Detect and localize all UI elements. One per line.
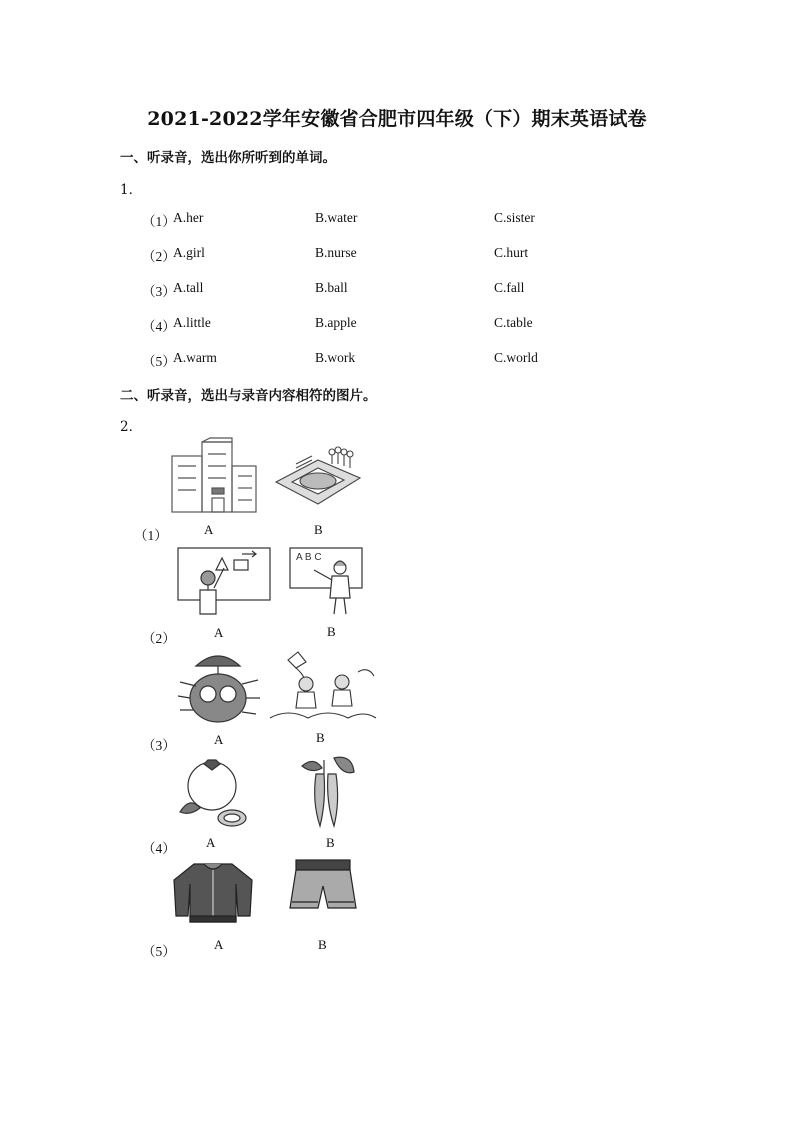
teacher-abc-board-icon [288, 546, 366, 618]
picture-label-b: B [327, 624, 336, 639]
option-c: C.world [494, 350, 538, 365]
row-number: （1） [142, 214, 176, 229]
section-2-heading: 二、听录音，选出与录音内容相符的图片。 [120, 388, 377, 404]
stadium-icon [272, 442, 364, 508]
library-building-icon [168, 436, 260, 516]
option-c: C.table [494, 315, 533, 330]
picture-label-b: B [316, 730, 325, 745]
row-number: （2） [142, 631, 176, 646]
option-a: A.little [173, 315, 211, 330]
row-number: （3） [142, 738, 176, 753]
option-b: B.water [315, 210, 358, 225]
section-1-heading: 一、听录音，选出你所听到的单词。 [120, 150, 336, 166]
picture-label-a: A [206, 835, 216, 850]
sweater-icon [172, 860, 254, 926]
option-a: A.tall [173, 280, 204, 295]
picture-label-b: B [326, 835, 335, 850]
option-a: A.warm [173, 350, 217, 365]
page-title: 2021-2022学年安徽省合肥市四年级（下）期末英语试卷 [147, 108, 647, 130]
teacher-shapes-board-icon [176, 546, 272, 618]
option-c: C.hurt [494, 245, 529, 260]
question-2-number: 2． [120, 419, 143, 435]
picture-label-a: A [214, 937, 224, 952]
picture-label-a: A [204, 522, 214, 537]
picture-label-b: B [318, 937, 327, 952]
option-b: B.nurse [315, 245, 357, 260]
row-number: （5） [142, 354, 176, 369]
green-beans-icon [294, 752, 358, 830]
picture-label-a: A [214, 732, 224, 747]
shorts-icon [288, 858, 358, 914]
option-a: A.her [173, 210, 204, 225]
row-number: （2） [142, 249, 176, 264]
picture-label-a: A [214, 625, 224, 640]
row-number: （3） [142, 284, 176, 299]
option-c: C.sister [494, 210, 535, 225]
row-number: （5） [142, 944, 176, 959]
row-number: （1） [134, 528, 168, 543]
svg-text:A B C: A B C [296, 552, 322, 563]
option-b: B.apple [315, 315, 357, 330]
kids-kite-icon [268, 648, 378, 722]
row-number: （4） [142, 841, 176, 856]
tomato-icon [176, 756, 252, 830]
picture-label-b: B [314, 522, 323, 537]
question-1-number: 1． [120, 182, 143, 198]
kids-in-rain-icon [176, 648, 260, 728]
option-c: C.fall [494, 280, 525, 295]
row-number: （4） [142, 319, 176, 334]
option-b: B.work [315, 350, 356, 365]
option-a: A.girl [173, 245, 205, 260]
option-b: B.ball [315, 280, 348, 295]
